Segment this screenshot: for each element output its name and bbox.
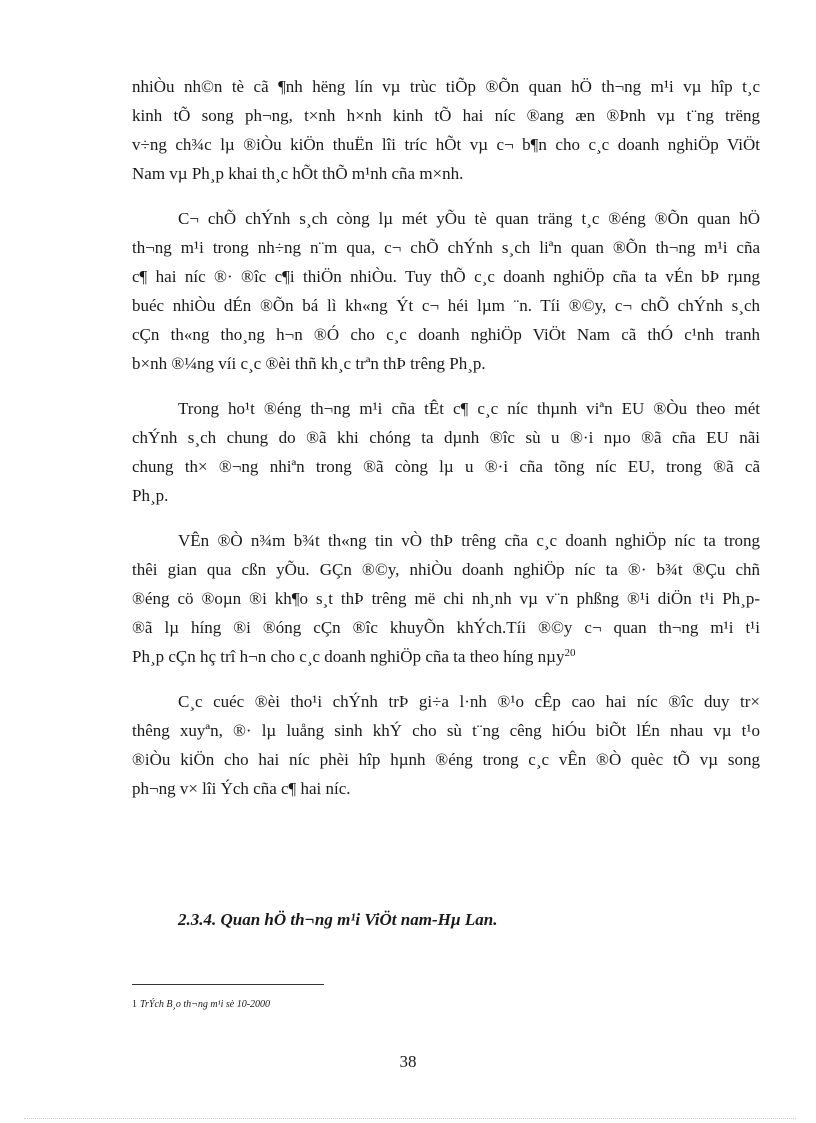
paragraph-line (132, 745, 760, 774)
line-text: Ph¸p cÇn hç trî h¬n cho c¸c doanh nghiÖp cña ta theo híng nµy (132, 647, 565, 666)
paragraph-line (132, 394, 760, 423)
line-text: cÇn th«ng tho¸ng h¬n ®Ó cho c¸c doanh nghiÖp ViÖt Nam cã thÓ c¹nh tranh (132, 325, 760, 344)
line-text: ph¬ng v× lîi Ých cña c¶ hai níc. (132, 779, 351, 798)
line-text: nhiÒu nh©n tè cã ¶nh hëng lín vµ trùc tiÕp ®Õn quan hÖ th¬ng m¹i vµ hîp t¸c (132, 77, 760, 96)
paragraph-line (132, 687, 760, 716)
line-text: ®iÒu kiÖn cho hai níc phèi hîp hµnh ®éng trong c¸c vÊn ®Ò quèc tÕ vµ song (132, 750, 760, 769)
paragraph-line (132, 642, 760, 671)
line-text: Ph¸p. (132, 486, 169, 505)
paragraph-line (132, 481, 760, 510)
paragraph-line (132, 613, 760, 642)
body-text (132, 72, 760, 819)
line-text: VÊn ®Ò n¾m b¾t th«ng tin vÒ thÞ trêng cña c¸c doanh nghiÖp níc ta trong (178, 531, 760, 550)
paragraph-line (132, 423, 760, 452)
paragraph-line (132, 716, 760, 745)
footnote-mark: 1 (132, 999, 137, 1010)
paragraph (132, 204, 760, 378)
paragraph-line (132, 101, 760, 130)
line-text: thêi gian qua cßn yÕu. GÇn ®©y, nhiÒu doanh nghiÖp níc ta ®· b¾t ®Çu chñ (132, 560, 760, 579)
section-heading: 2.3.4. Quan hÖ th¬ng m¹i ViÖt nam-Hµ Lan. (178, 910, 498, 929)
paragraph-line (132, 320, 760, 349)
line-text: C¬ chÕ chÝnh s¸ch còng lµ mét yÕu tè quan träng t¸c ®éng ®Õn quan hÖ (178, 209, 760, 228)
line-text: buéc nhiÒu dÉn ®Õn bá lì kh«ng Ýt c¬ héi lµm ¨n. Tíi ®©y, c¬ chÕ chÝnh s¸ch (132, 296, 760, 315)
paragraph (132, 687, 760, 803)
paragraph-line (132, 291, 760, 320)
page-number: 38 (399, 1052, 417, 1071)
paragraph-line (132, 72, 760, 101)
line-text: v÷ng ch¾c lµ ®iÒu kiÖn thuËn lîi tríc hÕt vµ c¬ b¶n cho c¸c doanh nghiÖp ViÖt (132, 135, 760, 154)
line-text: th¬ng m¹i trong nh÷ng n¨m qua, c¬ chÕ chÝnh s¸ch liªn quan ®Õn th¬ng m¹i cña (132, 238, 760, 257)
paragraph-line (132, 204, 760, 233)
paragraph (132, 72, 760, 188)
footnote (132, 999, 270, 1010)
line-text: b×nh ®¼ng víi c¸c ®èi thñ kh¸c trªn thÞ trêng Ph¸p. (132, 354, 486, 373)
line-text: ®éng cö ®oµn ®i kh¶o s¸t thÞ trêng më chi nh¸nh vµ v¨n phßng ®¹i diÖn t¹i Ph¸p- (132, 589, 760, 608)
paragraph-line (132, 526, 760, 555)
line-text: chÝnh s¸ch chung do ®ã khi chóng ta dµnh ®îc sù u ®·i nµo ®ã cña EU nãi (132, 428, 760, 447)
paragraph (132, 526, 760, 671)
line-text: Nam vµ Ph¸p khai th¸c hÕt thÕ m¹nh cña m×nh. (132, 164, 464, 183)
line-text: chung th× ®¬ng nhiªn trong ®ã còng lµ u ®·i cña tõng níc EU, trong ®ã cã (132, 457, 760, 476)
paragraph-line (132, 452, 760, 481)
paragraph-line (132, 233, 760, 262)
line-text: C¸c cuéc ®èi tho¹i chÝnh trÞ gi÷a l·nh ®¹o cÊp cao hai níc ®îc duy tr× (178, 692, 760, 711)
line-text: ®ã lµ híng ®i ®óng cÇn ®îc khuyÕn khÝch.Tíi ®©y c¬ quan th¬ng m¹i t¹i (132, 618, 760, 637)
paragraph-line (132, 130, 760, 159)
line-text: c¶ hai níc ®· ®îc c¶i thiÖn nhiÒu. Tuy thÕ c¸c doanh nghiÖp cña ta vÉn bÞ rµng (132, 267, 760, 286)
paragraph-line (132, 584, 760, 613)
footnote-separator (132, 984, 324, 985)
page-bottom-border (24, 1118, 796, 1119)
paragraph-line (132, 159, 760, 188)
paragraph-line (132, 774, 760, 803)
footnote-reference: 20 (564, 647, 576, 659)
paragraph (132, 394, 760, 510)
paragraph-line (132, 349, 760, 378)
paragraph-line (132, 262, 760, 291)
paragraph-line (132, 555, 760, 584)
line-text: Trong ho¹t ®éng th¬ng m¹i cña tÊt c¶ c¸c níc thµnh viªn EU ®Òu theo mét (178, 399, 760, 418)
footnote-text: TrÝch B¸o th¬ng m¹i sè 10-2000 (140, 999, 271, 1010)
line-text: thêng xuyªn, ®· lµ luång sinh khÝ cho sù t¨ng cêng hiÓu biÕt lÉn nhau vµ t¹o (132, 721, 760, 740)
line-text: kinh tÕ song ph¬ng, t×nh h×nh kinh tÕ hai níc ®ang æn ®Þnh vµ t¨ng trëng (132, 106, 760, 125)
